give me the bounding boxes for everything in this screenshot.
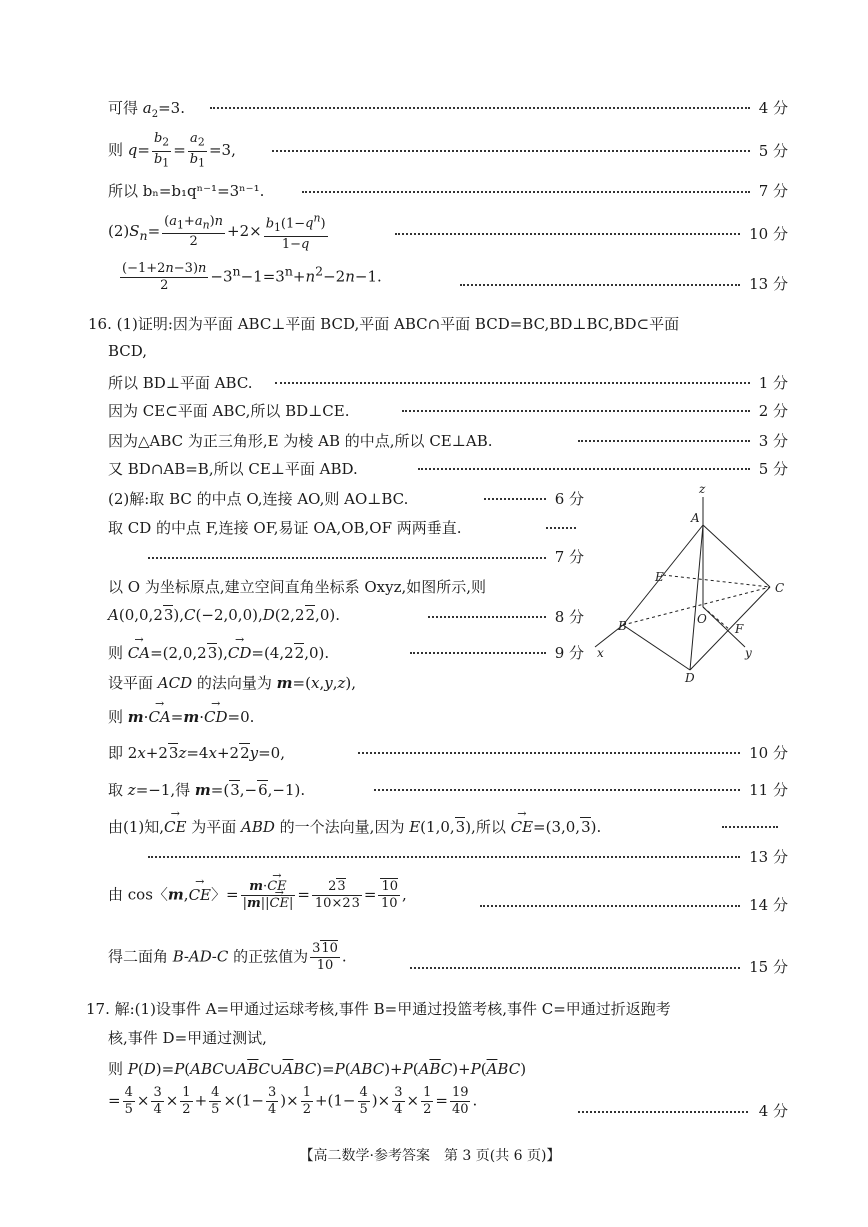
question-16-heading: 16. (1)证明:因为平面 ABC⊥平面 BCD,平面 ABC∩平面 BCD=BC,BD⊥BC,BD⊂平面 [88, 315, 680, 333]
answer-line: 因为 CE⊂平面 ABC,所以 BD⊥CE. [108, 402, 350, 420]
score-label: 7 分 [758, 182, 788, 200]
answer-line: 得二面角 B-AD-C 的正弦值为 $\frac{310}{10}$ . [108, 941, 347, 973]
score-label: 8 分 [554, 608, 584, 626]
dot-leader [428, 616, 546, 618]
segment-ec [663, 575, 770, 587]
dot-leader [275, 382, 750, 384]
answer-line: 可得 $a_2=3$. [108, 99, 185, 120]
answer-line: 即 2x+23z=4x+22y=0, [108, 744, 285, 762]
answer-line: $\frac{(-1+2n-3)n}{2}$ $-3^n-1=3^n+n^2-2n-1$. [122, 261, 382, 293]
score-label: 13 分 [749, 275, 788, 293]
answer-line: 因为△ABC 为正三角形,E 为棱 AB 的中点,所以 CE⊥AB. [108, 432, 493, 450]
dot-leader [402, 410, 750, 412]
page-footer: 【高二数学·参考答案 第 3 页(共 6 页)】 [299, 1148, 561, 1164]
label-x: x [597, 646, 604, 660]
dot-leader [358, 752, 740, 754]
dot-leader [272, 150, 750, 152]
answer-line: 则 m·→ CA=m·→ CD=0. [108, 706, 254, 727]
score-label: 5 分 [758, 142, 788, 160]
label-d: D [685, 671, 695, 685]
label-a: A [691, 511, 700, 525]
answer-line: = $\frac{4}{5}$ × $\frac{3}{4}$ × $\frac{1}{2}$ + $\frac{4}{5}$ ×(1− $\frac{3}{4}$ )× $\frac{1}{2}$ +(1− $\frac{4}{5}$ )× $\frac{3}{4}$ × $\frac{1}{2}$ = $\frac{19}{40}$ . [108, 1085, 478, 1117]
dot-leader [374, 789, 740, 791]
score-label: 10 分 [749, 225, 788, 243]
dot-leader [578, 440, 750, 442]
label-c: C [775, 581, 785, 595]
answer-line: 取 CD 的中点 F,连接 OF,易证 OA,OB,OF 两两垂直. [108, 519, 462, 537]
answer-line: $(2)S_n=$ $\frac{(a_1+a_n)n}{2}$ +2× $\frac{b_1(1-q^n)}{1-q}$ [108, 212, 326, 252]
dot-leader [484, 498, 546, 500]
label-b: B [618, 619, 627, 633]
dot-leader [395, 233, 740, 235]
score-label: 7 分 [554, 548, 584, 566]
score-label: 10 分 [749, 744, 788, 762]
answer-line: 又 BD∩AB=B,所以 CE⊥平面 ABD. [108, 460, 358, 478]
edge-ac [703, 525, 770, 587]
answer-line: 由 cos〈m,→ CE〉= $\frac{m\cdot\to CE}{|m||\to CE|}$ = $\frac{23}{10\times 23}$ = $\frac{10}{10}$ , [108, 880, 407, 911]
dot-leader [148, 856, 740, 858]
answer-line: 取 z=−1,得 m=(3,−6,−1). [108, 781, 306, 799]
label-o: O [697, 612, 707, 626]
label-z: z [699, 482, 706, 496]
edge-cd [690, 587, 770, 670]
dot-leader [302, 191, 750, 193]
answer-line: (2)解:取 BC 的中点 O,连接 AO,则 AO⊥BC. [108, 490, 409, 508]
dot-leader [210, 107, 750, 109]
answer-line: 核,事件 D=甲通过测试, [108, 1029, 267, 1047]
score-label: 9 分 [554, 644, 584, 662]
score-label: 13 分 [749, 848, 788, 866]
score-label: 15 分 [749, 958, 788, 976]
label-f: F [735, 622, 744, 636]
dot-leader [410, 967, 740, 969]
answer-line: BCD, [108, 342, 148, 360]
question-17-heading: 17. 解:(1)设事件 A=甲通过运球考核,事件 B=甲通过投篮考核,事件 C=甲通过折返跑考 [86, 1000, 671, 1018]
score-label: 11 分 [749, 781, 788, 799]
tetrahedron-figure [585, 475, 800, 690]
answer-line: 以 O 为坐标原点,建立空间直角坐标系 Oxyz,如图所示,则 [108, 578, 487, 596]
score-label: 3 分 [758, 432, 788, 450]
score-label: 14 分 [749, 896, 788, 914]
dot-leader [410, 652, 546, 654]
score-label: 4 分 [758, 1102, 788, 1120]
dot-leader [546, 527, 576, 529]
answer-line: 设平面 ACD 的法向量为 m=(x,y,z), [108, 674, 357, 692]
answer-line: 由(1)知,→ CE 为平面 ABD 的一个法向量,因为 E(1,0,3),所以 → CE=(3,0,3). [108, 816, 601, 837]
answer-line: 则 q= $\frac{b_2}{b_1}$ = $\frac{a_2}{b_1}$ =3, [108, 131, 236, 170]
answer-line: 则 $P(D)=P(ABC\cup A\overline{B}C\cup\overline{A}BC)=P(ABC)+P(A\overline{B}C)+P(\overline{A}BC)$ [108, 1060, 527, 1078]
edge-bd [623, 625, 690, 670]
score-label: 4 分 [758, 99, 788, 117]
score-label: 1 分 [758, 374, 788, 392]
score-label: 6 分 [554, 490, 584, 508]
dot-leader [148, 557, 546, 559]
answer-line: 所以 bₙ=b₁qⁿ⁻¹=3ⁿ⁻¹. [108, 182, 265, 200]
label-e: E [655, 570, 664, 584]
dot-leader [480, 905, 740, 907]
edge-ad [690, 525, 703, 670]
score-label: 5 分 [758, 460, 788, 478]
dot-leader [722, 826, 778, 828]
dot-leader [418, 468, 750, 470]
dot-leader [578, 1111, 748, 1113]
answer-line: 则 → CA=(2,0,23),→ CD=(4,22,0). [108, 642, 329, 663]
dot-leader [460, 284, 740, 286]
answer-line: A(0,0,23),C(−2,0,0),D(2,22,0). [108, 606, 340, 624]
score-label: 2 分 [758, 402, 788, 420]
label-y: y [745, 646, 752, 660]
answer-line: 所以 BD⊥平面 ABC. [108, 374, 253, 392]
